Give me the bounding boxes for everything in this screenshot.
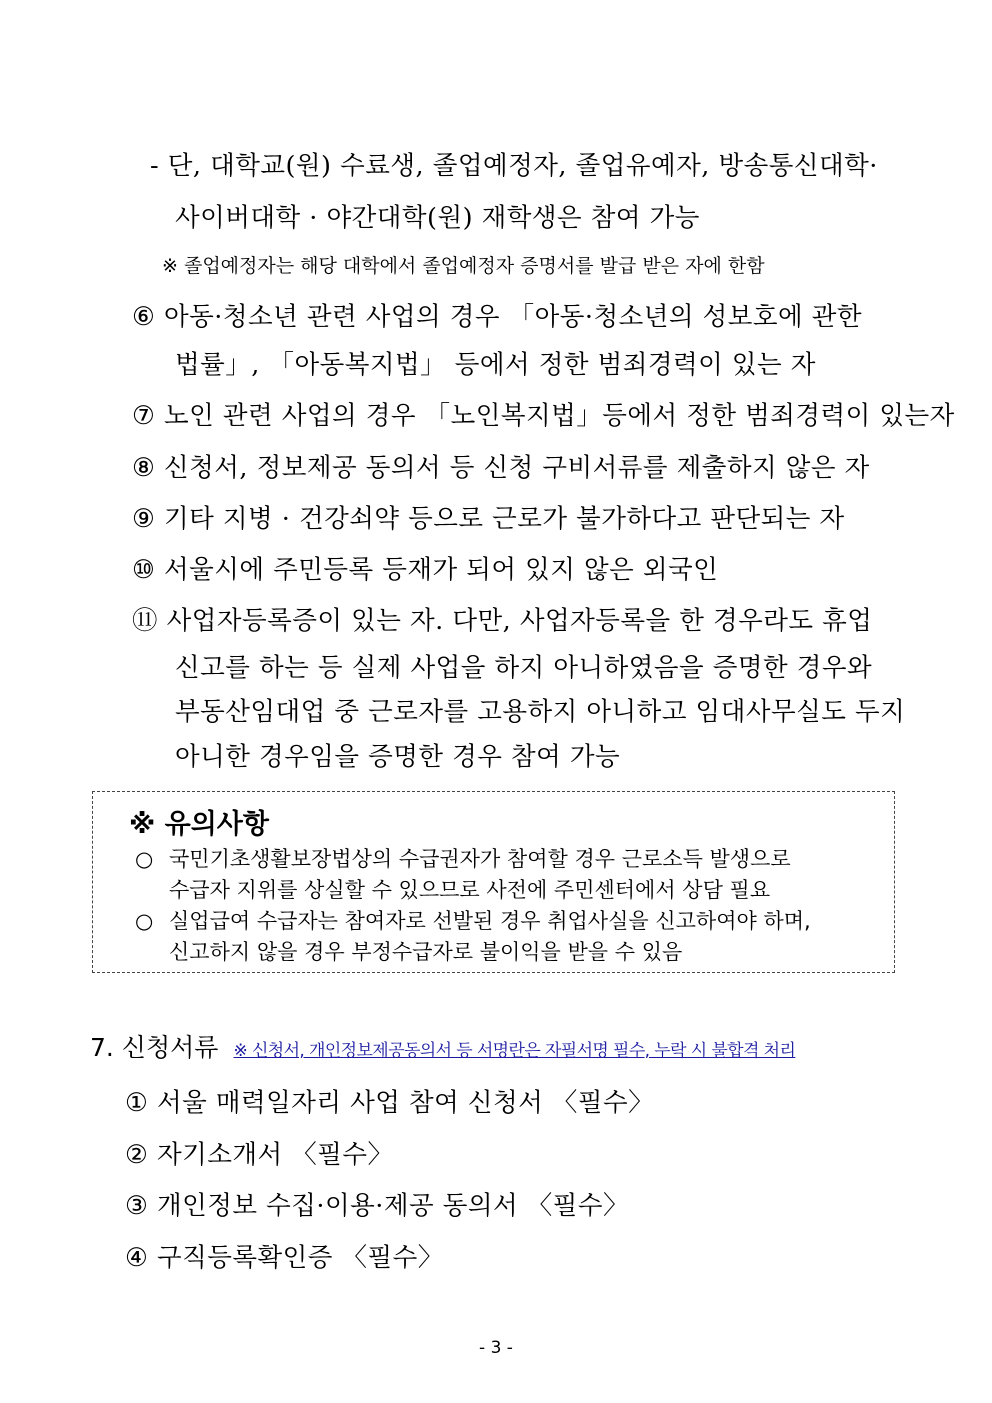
circle-bullet-icon: ○ xyxy=(135,909,154,933)
notice-box xyxy=(92,791,895,973)
graduate-note: ※ 졸업예정자는 해당 대학에서 졸업예정자 증명서를 발급 받은 자에 한함 xyxy=(162,255,765,277)
item-text: 기타 지병 · 건강쇠약 등으로 근로가 불가하다고 판단되는 자 xyxy=(163,504,845,534)
item-11 xyxy=(132,601,872,637)
item-text: 신청서, 정보제공 동의서 등 신청 구비서류를 제출하지 않은 자 xyxy=(163,453,870,483)
item-9 xyxy=(132,499,845,535)
item-6 xyxy=(132,297,862,333)
item-text: 구직등록확인증 〈필수〉 xyxy=(156,1243,444,1273)
item-11-cont-2: 부동산임대업 중 근로자를 고용하지 아니하고 임대사무실도 두지 xyxy=(175,697,906,727)
item-number: ⑧ xyxy=(132,453,156,483)
item-number: ⑪ xyxy=(132,606,159,636)
item-number: ③ xyxy=(125,1191,149,1221)
document-item-3 xyxy=(125,1186,629,1222)
item-text: 아동·청소년 관련 사업의 경우 「아동·청소년의 성보호에 관한 xyxy=(163,302,863,332)
item-number: ⑩ xyxy=(132,555,156,585)
item-11-cont-3: 아니한 경우임을 증명한 경우 참여 가능 xyxy=(175,742,621,772)
item-8 xyxy=(132,448,870,484)
item-7 xyxy=(132,396,955,432)
item-11-cont-1: 신고를 하는 등 실제 사업을 하지 아니하였음을 증명한 경우와 xyxy=(175,653,873,683)
item-number: ⑥ xyxy=(132,302,156,332)
intro-line-1 xyxy=(150,146,878,182)
section-title: 7. 신청서류 xyxy=(90,1033,219,1062)
notice-item-line-1: 국민기초생활보장법상의 수급권자가 참여할 경우 근로소득 발생으로 xyxy=(169,847,791,871)
item-text: 서울 매력일자리 사업 참여 신청서 〈필수〉 xyxy=(156,1088,655,1118)
notice-title: ※ 유의사항 xyxy=(129,809,269,840)
intro-line-2: 사이버대학 · 야간대학(원) 재학생은 참여 가능 xyxy=(175,203,700,233)
item-text: 서울시에 주민등록 등재가 되어 있지 않은 외국인 xyxy=(163,555,719,585)
item-number: ⑦ xyxy=(132,401,156,431)
circle-bullet-icon: ○ xyxy=(135,847,154,871)
item-10 xyxy=(132,550,718,586)
item-text: 자기소개서 〈필수〉 xyxy=(156,1140,394,1170)
item-text: 노인 관련 사업의 경우 「노인복지법」등에서 정한 범죄경력이 있는자 xyxy=(163,401,955,431)
intro-text-1: 단, 대학교(원) 수료생, 졸업예정자, 졸업유예자, 방송통신대학· xyxy=(167,151,878,181)
document-item-4 xyxy=(125,1238,444,1274)
dash-marker: - xyxy=(150,151,160,181)
item-text: 개인정보 수집·이용·제공 동의서 〈필수〉 xyxy=(156,1191,630,1221)
page-number: - 3 - xyxy=(479,1338,513,1358)
item-number: ④ xyxy=(125,1243,149,1273)
item-number: ① xyxy=(125,1088,149,1118)
notice-item-line-1: 실업급여 수급자는 참여자로 선발된 경우 취업사실을 신고하여야 하며, xyxy=(169,909,811,933)
document-item-2 xyxy=(125,1135,394,1171)
notice-item-line-2: 신고하지 않을 경우 부정수급자로 불이익을 받을 수 있음 xyxy=(169,940,683,964)
item-text: 사업자등록증이 있는 자. 다만, 사업자등록을 한 경우라도 휴업 xyxy=(166,606,873,636)
notice-item-line-2: 수급자 지위를 상실할 수 있으므로 사전에 주민센터에서 상담 필요 xyxy=(169,878,771,902)
item-6-cont: 법률」, 「아동복지법」 등에서 정한 범죄경력이 있는 자 xyxy=(175,350,816,380)
item-number: ② xyxy=(125,1140,149,1170)
signature-note: ※ 신청서, 개인정보제공동의서 등 서명란은 자필서명 필수, 누락 시 불합격 처리 xyxy=(233,1041,796,1061)
section-7-heading xyxy=(90,1028,795,1064)
document-item-1 xyxy=(125,1083,654,1119)
item-number: ⑨ xyxy=(132,504,156,534)
